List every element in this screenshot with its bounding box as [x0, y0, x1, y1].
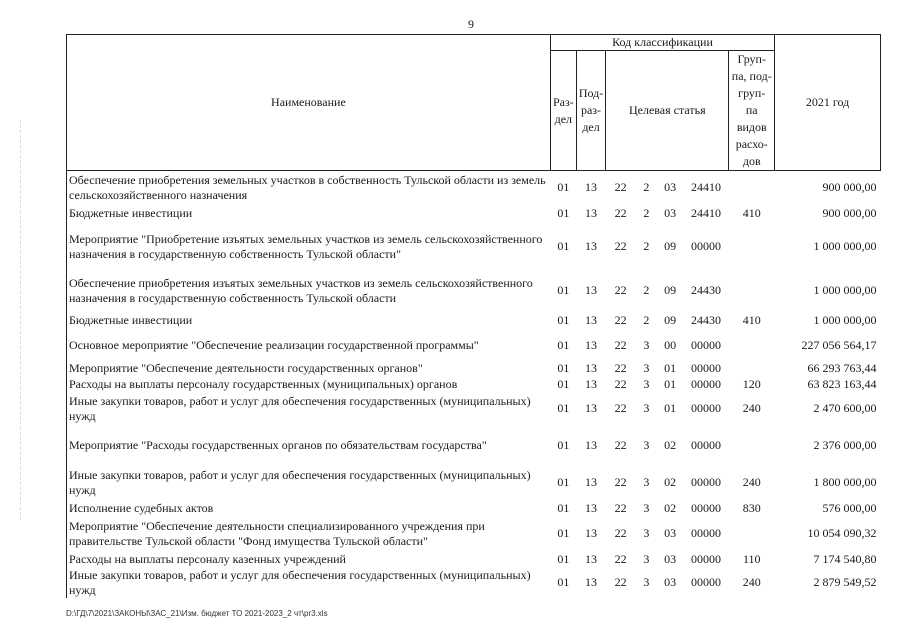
- row-target-2: 3: [643, 500, 650, 515]
- table-row: [67, 310, 881, 332]
- row-group: 110: [742, 551, 761, 566]
- row-name: Основное мероприятие "Обеспечение реализации государственной программы": [69, 338, 479, 352]
- row-target-4: 00000: [690, 360, 721, 375]
- row-podrazdel: 13: [585, 239, 598, 253]
- table-row: [67, 377, 881, 392]
- row-razdel: 01: [557, 526, 570, 540]
- row-razdel: 01: [557, 475, 570, 489]
- row-target-3: 09: [664, 283, 677, 297]
- table-row: [67, 517, 881, 551]
- header-name: Наименование: [67, 35, 551, 171]
- file-path-footer: D:\ГД\7\2021\ЗАКОНЫ\ЗАС_21\Изм. бюджет ТО 2021-2023_2 чт\pr3.xls: [66, 609, 328, 618]
- header-code: Код классификации: [550, 35, 774, 51]
- row-sum: 1 000 000,00: [813, 313, 877, 327]
- row-razdel: 01: [557, 239, 570, 253]
- row-target-2: 3: [643, 475, 650, 489]
- row-target-3: 03: [664, 551, 677, 566]
- row-target-1: 22: [614, 438, 627, 452]
- table-row: [67, 551, 881, 568]
- row-razdel: 01: [557, 438, 570, 452]
- row-sum: 66 293 763,44: [807, 360, 877, 375]
- row-target-1: 22: [614, 401, 627, 415]
- row-target-3: 09: [664, 313, 677, 327]
- row-target-4: 00000: [690, 551, 721, 566]
- row-podrazdel: 13: [585, 401, 598, 415]
- row-sum: 63 823 163,44: [807, 376, 877, 391]
- row-target-1: 22: [614, 360, 627, 375]
- row-target-2: 3: [643, 575, 650, 589]
- table-row: [67, 272, 881, 310]
- row-target-3: 03: [664, 575, 677, 589]
- table-row: [67, 500, 881, 517]
- row-target-4: 24430: [690, 283, 721, 297]
- row-target-1: 22: [614, 313, 627, 327]
- row-target-2: 3: [643, 551, 650, 566]
- row-name: Мероприятие "Расходы государственных органов по обязательствам государства": [69, 438, 487, 452]
- page-number: 9: [468, 17, 474, 31]
- row-podrazdel: 13: [585, 575, 598, 589]
- row-target-3: 01: [664, 360, 677, 375]
- row-group: [729, 360, 775, 377]
- row-podrazdel: 13: [585, 526, 598, 540]
- row-target-2: 2: [643, 283, 650, 297]
- row-group: [729, 332, 775, 360]
- table-row: [67, 171, 881, 205]
- row-target-2: 3: [643, 526, 650, 540]
- row-razdel: 01: [557, 360, 570, 375]
- row-sum: 7 174 540,80: [813, 551, 877, 566]
- row-sum: 2 879 549,52: [813, 575, 877, 589]
- table-header: [67, 35, 881, 171]
- row-podrazdel: 13: [585, 376, 598, 391]
- row-target-3: 03: [664, 180, 677, 195]
- header-razdel: Раз- дел: [550, 51, 576, 171]
- row-razdel: 01: [557, 551, 570, 566]
- row-group: [729, 272, 775, 310]
- row-name: Обеспечение приобретения изъятых земельных участков из земель сельскохозяйственного назначения в государственную собственность Тульской области: [69, 275, 533, 305]
- row-group: [729, 171, 775, 205]
- row-group: 830: [742, 500, 761, 515]
- row-target-1: 22: [614, 575, 627, 589]
- row-target-2: 2: [643, 180, 650, 195]
- row-razdel: 01: [557, 401, 570, 415]
- row-sum: 1 000 000,00: [813, 239, 877, 253]
- row-group: 410: [742, 205, 761, 220]
- row-target-3: 00: [664, 338, 677, 352]
- row-group: 240: [742, 401, 761, 415]
- row-group: 240: [742, 575, 761, 589]
- row-target-1: 22: [614, 283, 627, 297]
- header-year: 2021 год: [775, 35, 881, 171]
- row-target-1: 22: [614, 180, 627, 195]
- row-sum: 1 800 000,00: [813, 475, 877, 489]
- table-body: [67, 171, 881, 598]
- row-name: Обеспечение приобретения земельных участков в собственность Тульской области из земель сельскохозяйственного назначения: [69, 172, 546, 202]
- row-razdel: 01: [557, 180, 570, 195]
- row-target-1: 22: [614, 376, 627, 391]
- row-group: [729, 517, 775, 551]
- row-name: Расходы на выплаты персоналу казенных учреждений: [69, 551, 346, 566]
- row-name: Бюджетные инвестиции: [69, 205, 193, 220]
- table-row: [67, 426, 881, 466]
- row-target-3: 02: [664, 500, 677, 515]
- row-razdel: 01: [557, 205, 570, 220]
- row-target-2: 3: [643, 401, 650, 415]
- row-target-3: 02: [664, 475, 677, 489]
- row-podrazdel: 13: [585, 438, 598, 452]
- row-group: 120: [742, 376, 761, 391]
- header-target: Целевая статья: [606, 51, 729, 171]
- row-name: Иные закупки товаров, работ и услуг для обеспечения государственных (муниципальных) нужд: [69, 467, 531, 497]
- row-target-4: 00000: [690, 401, 721, 415]
- row-sum: 2 376 000,00: [813, 438, 877, 452]
- row-target-1: 22: [614, 338, 627, 352]
- row-name: Расходы на выплаты персоналу государственных (муниципальных) органов: [69, 376, 458, 391]
- row-name: Мероприятие "Обеспечение деятельности государственных органов": [69, 360, 423, 375]
- row-target-3: 03: [664, 526, 677, 540]
- row-target-2: 2: [643, 239, 650, 253]
- row-sum: 900 000,00: [822, 180, 877, 195]
- row-sum: 576 000,00: [822, 500, 877, 515]
- row-target-4: 00000: [690, 575, 721, 589]
- row-target-4: 24410: [690, 205, 721, 220]
- row-target-4: 24430: [690, 313, 721, 327]
- row-name: Бюджетные инвестиции: [69, 313, 193, 327]
- row-target-2: 3: [643, 438, 650, 452]
- row-group: [729, 222, 775, 272]
- table-row: [67, 222, 881, 272]
- row-target-3: 03: [664, 205, 677, 220]
- table-row: [67, 392, 881, 426]
- scan-margin-marks: [20, 120, 23, 520]
- row-sum: 10 054 090,32: [807, 526, 877, 540]
- row-razdel: 01: [557, 338, 570, 352]
- row-podrazdel: 13: [585, 551, 598, 566]
- row-target-1: 22: [614, 239, 627, 253]
- row-razdel: 01: [557, 376, 570, 391]
- row-sum: 1 000 000,00: [813, 283, 877, 297]
- row-name: Исполнение судебных актов: [69, 500, 214, 515]
- row-target-4: 00000: [690, 526, 721, 540]
- row-target-2: 3: [643, 376, 650, 391]
- row-target-1: 22: [614, 500, 627, 515]
- row-podrazdel: 13: [585, 313, 598, 327]
- table-row: [67, 360, 881, 377]
- row-target-2: 2: [643, 313, 650, 327]
- row-sum: 2 470 600,00: [813, 401, 877, 415]
- row-target-1: 22: [614, 205, 627, 220]
- row-target-4: 24410: [690, 180, 721, 195]
- row-podrazdel: 13: [585, 500, 598, 515]
- table-row: [67, 466, 881, 500]
- table-row: [67, 205, 881, 222]
- row-name: Иные закупки товаров, работ и услуг для обеспечения государственных (муниципальных) нужд: [69, 393, 531, 423]
- row-target-3: 02: [664, 438, 677, 452]
- row-target-3: 01: [664, 376, 677, 391]
- row-name: Иные закупки товаров, работ и услуг для обеспечения государственных (муниципальных) нужд: [69, 567, 531, 597]
- row-target-2: 3: [643, 360, 650, 375]
- row-target-1: 22: [614, 526, 627, 540]
- row-podrazdel: 13: [585, 338, 598, 352]
- row-podrazdel: 13: [585, 180, 598, 195]
- header-group: Груп- па, под- груп- па видов расхо- дов: [729, 51, 775, 171]
- row-group: 240: [742, 475, 761, 489]
- row-razdel: 01: [557, 500, 570, 515]
- budget-table: [66, 34, 881, 598]
- row-razdel: 01: [557, 313, 570, 327]
- row-razdel: 01: [557, 283, 570, 297]
- row-name: Мероприятие "Обеспечение деятельности специализированного учреждения при правительстве Тульской области "Фонд имущества Тульской области": [69, 518, 485, 548]
- row-target-1: 22: [614, 475, 627, 489]
- row-target-4: 00000: [690, 338, 721, 352]
- row-target-4: 00000: [690, 376, 721, 391]
- table-row: [67, 568, 881, 598]
- row-podrazdel: 13: [585, 360, 598, 375]
- row-target-4: 00000: [690, 475, 721, 489]
- row-podrazdel: 13: [585, 475, 598, 489]
- row-target-4: 00000: [690, 500, 721, 515]
- row-podrazdel: 13: [585, 205, 598, 220]
- row-sum: 227 056 564,17: [801, 338, 877, 352]
- row-podrazdel: 13: [585, 283, 598, 297]
- table-row: [67, 332, 881, 360]
- row-razdel: 01: [557, 575, 570, 589]
- row-target-2: 2: [643, 205, 650, 220]
- row-name: Мероприятие "Приобретение изъятых земельных участков из земель сельскохозяйственного назначения в государственную собственность Тульской области": [69, 231, 543, 261]
- header-podrazdel: Под- раз- дел: [576, 51, 605, 171]
- row-group: 410: [742, 313, 761, 327]
- row-target-4: 00000: [690, 239, 721, 253]
- row-target-4: 00000: [690, 438, 721, 452]
- row-target-3: 09: [664, 239, 677, 253]
- row-target-2: 3: [643, 338, 650, 352]
- row-sum: 900 000,00: [822, 205, 877, 220]
- row-group: [729, 426, 775, 466]
- row-target-3: 01: [664, 401, 677, 415]
- row-target-1: 22: [614, 551, 627, 566]
